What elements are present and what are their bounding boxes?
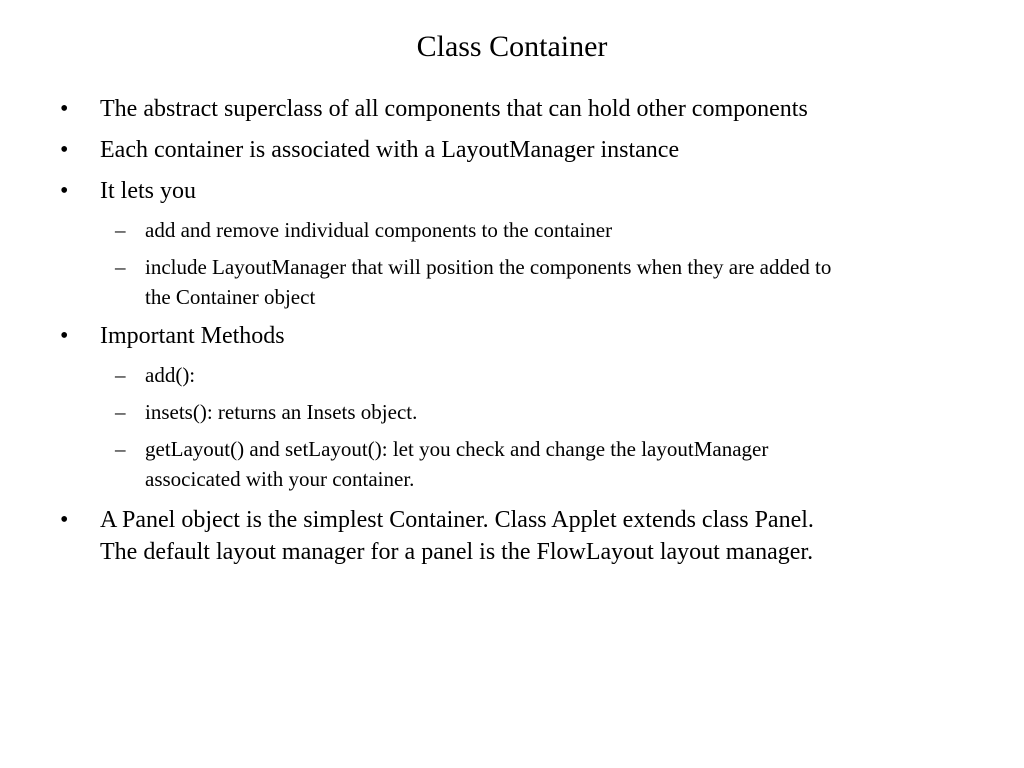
bullet-marker: • [60,323,69,349]
bullet-text-panel-object: A Panel object is the simplest Container. Class Applet extends class Panel. [100,507,814,533]
slide-title: Class Container [416,30,608,63]
sub-bullet-marker: – [115,437,126,461]
sub-bullet-text-getlayout-setlayout: getLayout() and setLayout(): let you check and change the layoutManager [145,437,769,461]
sub-bullet-marker: – [115,363,126,387]
sub-bullet-text-add-method: add(): [145,363,196,387]
bullet-text-layoutmanager-instance: Each container is associated with a LayoutManager instance [100,137,680,163]
bullet-marker: • [60,137,69,163]
bullet-marker: • [60,96,69,122]
bullet-text-it-lets-you: It lets you [100,178,196,204]
sub-bullet-text-include-layoutmanager: include LayoutManager that will position the components when they are added to [145,255,832,279]
sub-bullet-text-add-remove: add and remove individual components to the container [145,218,613,242]
bullet-text-abstract-superclass: The abstract superclass of all components that can hold other components [100,96,808,122]
bullet-text-panel-object-cont: The default layout manager for a panel is the FlowLayout layout manager. [100,539,814,565]
sub-bullet-marker: – [115,255,126,279]
sub-bullet-marker: – [115,400,126,424]
bullet-marker: • [60,178,69,204]
bullet-marker: • [60,507,69,533]
sub-bullet-text-insets-method: insets(): returns an Insets object. [145,400,418,424]
bullet-text-important-methods: Important Methods [100,323,285,349]
sub-bullet-text-getlayout-setlayout-cont: associcated with your container. [145,467,415,491]
sub-bullet-text-include-layoutmanager-cont: the Container object [145,285,316,309]
sub-bullet-marker: – [115,218,126,242]
